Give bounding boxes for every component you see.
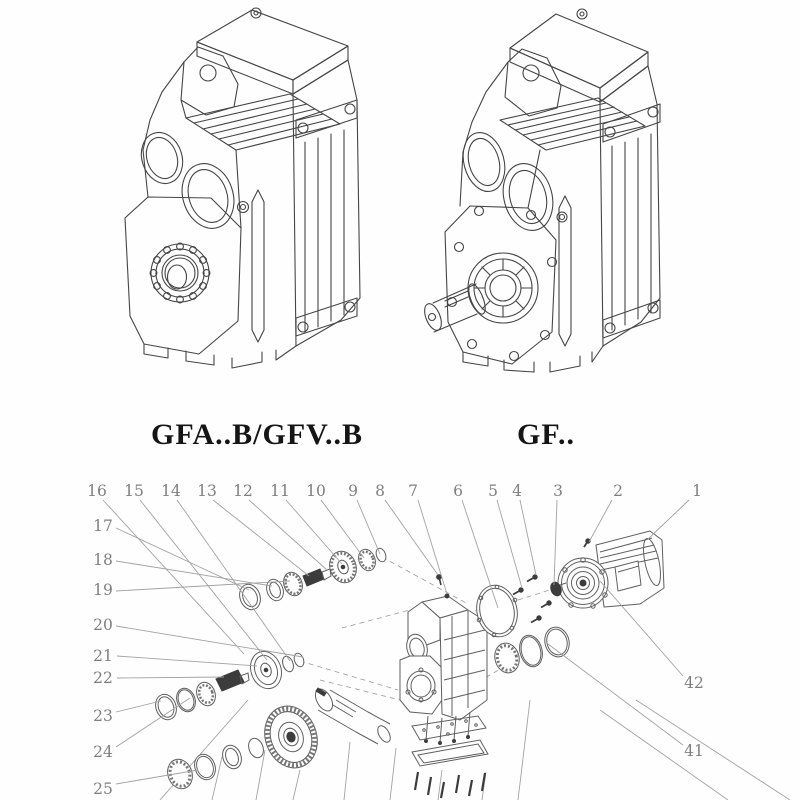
callout-10: 10 xyxy=(306,482,326,500)
callout-19: 19 xyxy=(93,581,113,599)
callout-14: 14 xyxy=(161,482,181,500)
leader-line-3 xyxy=(554,500,557,585)
callout-41: 41 xyxy=(684,742,704,760)
callout-3: 3 xyxy=(553,482,563,500)
output-gear-assembly xyxy=(164,686,393,792)
leader-line-16 xyxy=(103,500,244,654)
leader-line-6 xyxy=(462,500,498,608)
leader-line-41 xyxy=(548,644,683,745)
callout-25: 25 xyxy=(93,780,113,798)
callout-42: 42 xyxy=(684,674,704,692)
callout-22: 22 xyxy=(93,669,113,687)
callout-15: 15 xyxy=(124,482,144,500)
leader-line-21 xyxy=(117,656,257,666)
leader-line-11 xyxy=(286,500,342,564)
leader-line-8 xyxy=(385,500,438,575)
callout-5: 5 xyxy=(488,482,498,500)
exploded-parts-diagram xyxy=(60,465,800,800)
callout-21: 21 xyxy=(93,647,113,665)
leader-line-7 xyxy=(418,500,447,594)
leader-line-10 xyxy=(321,500,364,558)
leader-line-22 xyxy=(117,677,224,678)
callout-6: 6 xyxy=(453,482,463,500)
flange-bolt-holes xyxy=(448,207,557,361)
leader-line-19 xyxy=(116,581,290,591)
callout-24: 24 xyxy=(93,743,113,761)
gearbox-drawing-gf xyxy=(415,0,725,400)
gearbox-drawing-gfab xyxy=(95,0,395,390)
callout-13: 13 xyxy=(197,482,217,500)
callout-16: 16 xyxy=(87,482,107,500)
leader-line-24 xyxy=(116,698,190,747)
callout-7: 7 xyxy=(408,482,418,500)
leader-line-15 xyxy=(140,500,267,660)
callout-11: 11 xyxy=(270,482,290,500)
model-label-gf: GF.. xyxy=(517,418,575,451)
leader-line-2 xyxy=(589,500,612,542)
callout-18: 18 xyxy=(93,551,113,569)
callout-4: 4 xyxy=(512,482,522,500)
callout-1: 1 xyxy=(692,482,702,500)
leader-line-4 xyxy=(520,500,536,575)
callout-20: 20 xyxy=(93,616,113,634)
leader-line-17 xyxy=(116,528,249,590)
callout-9: 9 xyxy=(348,482,358,500)
model-label-gfab: GFA..B/GFV..B xyxy=(151,418,363,451)
leader-line-9 xyxy=(357,500,380,554)
callout-2: 2 xyxy=(613,482,623,500)
bearing-rollers xyxy=(150,243,210,303)
cover-bolts xyxy=(415,772,485,798)
motor xyxy=(549,531,664,608)
callout-12: 12 xyxy=(233,482,253,500)
leader-line-1 xyxy=(647,500,689,540)
callout-23: 23 xyxy=(93,707,113,725)
gasket-and-cover xyxy=(412,716,488,798)
leader-line-20 xyxy=(116,626,303,657)
callout-8: 8 xyxy=(375,482,385,500)
leader-line-23 xyxy=(116,701,161,712)
gear-housing xyxy=(400,596,487,745)
leader-line-13 xyxy=(213,500,309,576)
callout-17: 17 xyxy=(93,517,113,535)
leader-line-5 xyxy=(497,500,522,588)
